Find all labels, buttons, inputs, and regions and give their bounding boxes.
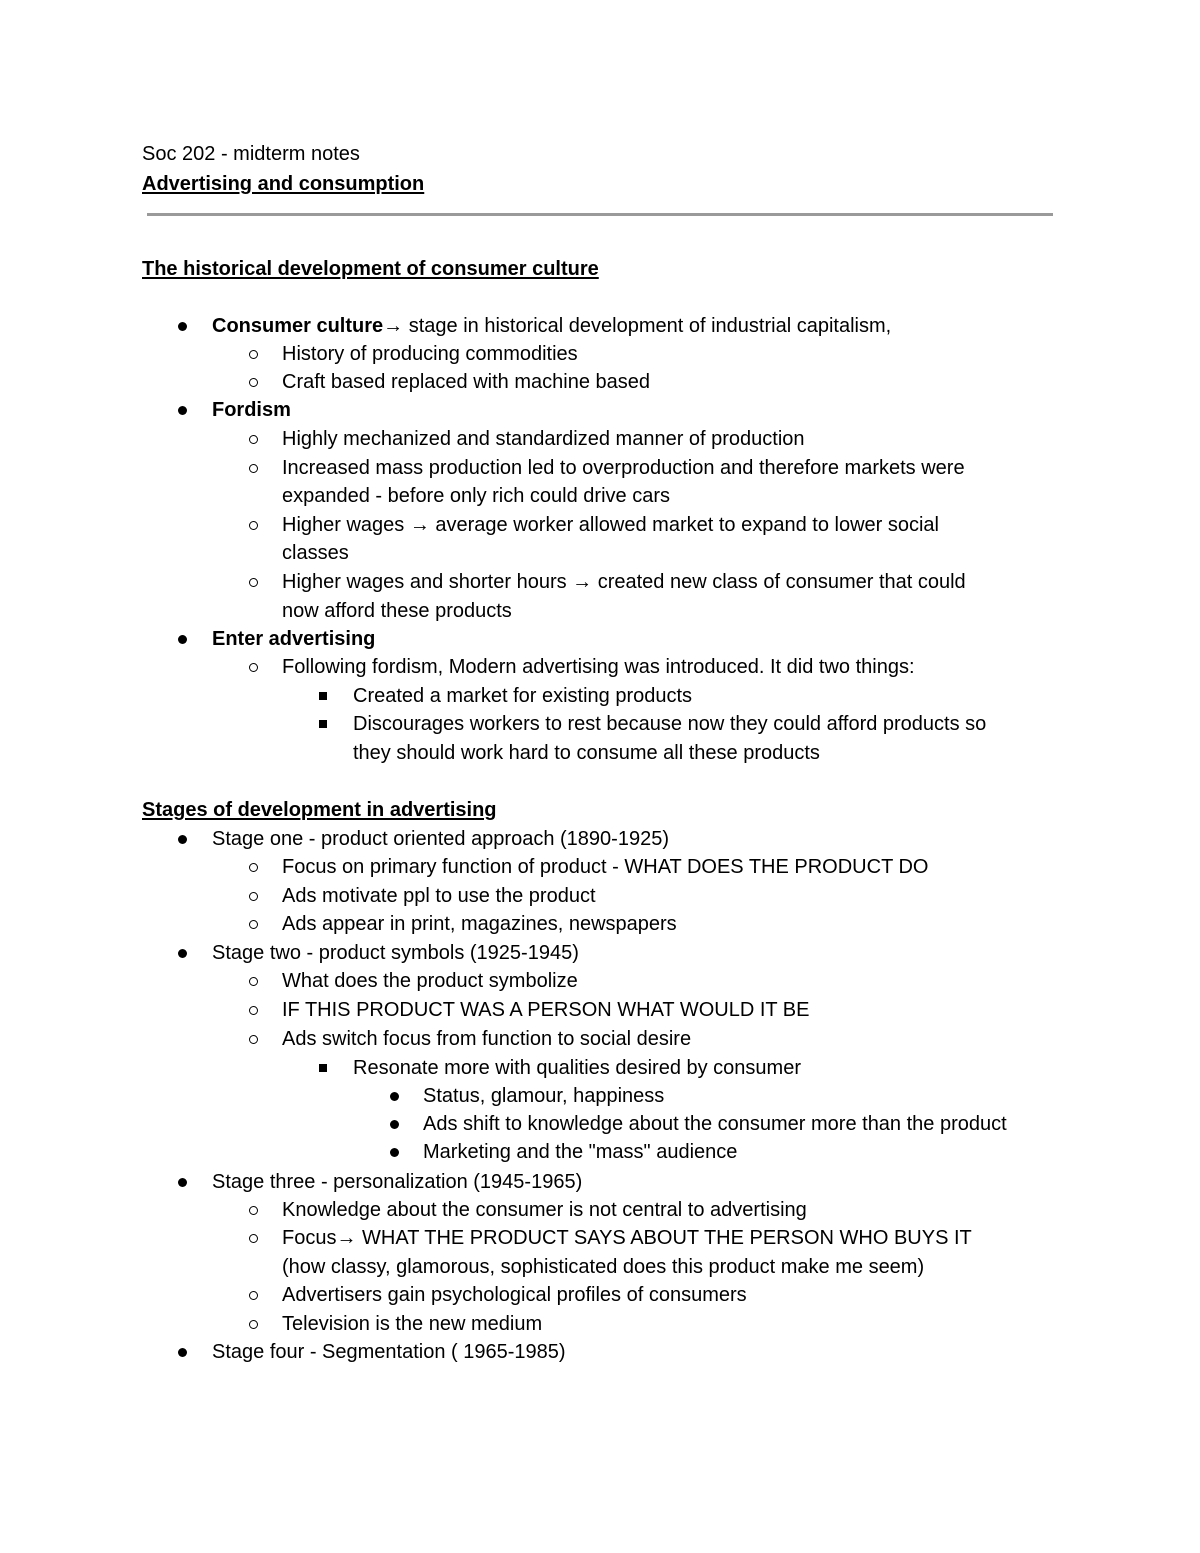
list-item: Focus→ WHAT THE PRODUCT SAYS ABOUT THE PERSON WHO BUYS IT: [282, 1227, 972, 1249]
list-item: IF THIS PRODUCT WAS A PERSON WHAT WOULD IT BE: [282, 999, 810, 1021]
list-item: Ads switch focus from function to social desire: [282, 1028, 692, 1050]
bullet-circle-icon: [249, 435, 258, 444]
list-item: Following fordism, Modern advertising was introduced. It did two things:: [282, 656, 915, 678]
bullet-circle-icon: [249, 920, 258, 929]
list-item: Craft based replaced with machine based: [282, 371, 650, 393]
list-item-continuation: now afford these products: [282, 600, 512, 622]
bullet-circle-icon: [249, 1206, 258, 1215]
list-item: Ads appear in print, magazines, newspapers: [282, 913, 677, 935]
bullet-disc-icon: [178, 635, 187, 644]
list-item: Ads motivate ppl to use the product: [282, 885, 596, 907]
list-item: Increased mass production led to overproduction and therefore markets were: [282, 457, 965, 479]
list-item: Discourages workers to rest because now they could afford products so: [353, 713, 987, 735]
bullet-square-icon: [319, 692, 327, 700]
list-item: Created a market for existing products: [353, 685, 693, 707]
bullet-circle-icon: [249, 1006, 258, 1015]
bullet-disc-icon: [178, 949, 187, 958]
list-item: What does the product symbolize: [282, 970, 578, 992]
list-item-consumer-culture: [212, 312, 891, 340]
section-heading-history: The historical development of consumer culture: [142, 258, 599, 280]
bullet-disc-icon: [178, 322, 187, 331]
bullet-disc-icon: [390, 1120, 399, 1129]
list-item: Higher wages → average worker allowed market to expand to lower social: [282, 514, 939, 536]
horizontal-rule: [147, 213, 1053, 216]
bullet-square-icon: [319, 1064, 327, 1072]
bullet-circle-icon: [249, 1234, 258, 1243]
list-item: Television is the new medium: [282, 1313, 543, 1335]
bullet-disc-icon: [390, 1092, 399, 1101]
list-item: Status, glamour, happiness: [423, 1085, 665, 1107]
list-item: Resonate more with qualities desired by consumer: [353, 1057, 801, 1079]
term-fordism: Fordism: [212, 399, 291, 421]
bullet-circle-icon: [249, 977, 258, 986]
stage-three: Stage three - personalization (1945-1965): [212, 1171, 583, 1193]
bullet-circle-icon: [249, 1035, 258, 1044]
stage-two: Stage two - product symbols (1925-1945): [212, 942, 579, 964]
list-item: Highly mechanized and standardized manner of production: [282, 428, 805, 450]
course-title: Soc 202 - midterm notes: [142, 143, 360, 165]
bullet-circle-icon: [249, 863, 258, 872]
bullet-disc-icon: [178, 1348, 187, 1357]
bullet-circle-icon: [249, 892, 258, 901]
bullet-circle-icon: [249, 378, 258, 387]
list-item: Advertisers gain psychological profiles of consumers: [282, 1284, 747, 1306]
list-item: Knowledge about the consumer is not central to advertising: [282, 1199, 807, 1221]
bullet-circle-icon: [249, 663, 258, 672]
bullet-disc-icon: [390, 1148, 399, 1157]
bullet-circle-icon: [249, 1320, 258, 1329]
list-item-continuation: they should work hard to consume all these products: [353, 742, 820, 764]
bullet-disc-icon: [178, 406, 187, 415]
bullet-circle-icon: [249, 1291, 258, 1300]
list-item-continuation: (how classy, glamorous, sophisticated does this product make me seem): [282, 1256, 925, 1278]
document-subtitle: Advertising and consumption: [142, 173, 425, 195]
list-item: Ads shift to knowledge about the consumer more than the product: [423, 1113, 1007, 1135]
section-heading-stages: Stages of development in advertising: [142, 799, 497, 821]
list-item-continuation: classes: [282, 542, 349, 564]
term-enter-advertising: Enter advertising: [212, 628, 376, 650]
stage-one: Stage one - product oriented approach (1890-1925): [212, 828, 669, 850]
bullet-circle-icon: [249, 350, 258, 359]
stage-four: Stage four - Segmentation ( 1965-1985): [212, 1341, 566, 1363]
bullet-circle-icon: [249, 578, 258, 587]
bullet-disc-icon: [178, 1178, 187, 1187]
term-consumer-culture: Consumer culture: [212, 315, 384, 337]
bullet-circle-icon: [249, 521, 258, 530]
bullet-square-icon: [319, 720, 327, 728]
list-item: Marketing and the "mass" audience: [423, 1141, 738, 1163]
list-item: History of producing commodities: [282, 343, 578, 365]
list-item: Focus on primary function of product - WHAT DOES THE PRODUCT DO: [282, 856, 929, 878]
list-item: Higher wages and shorter hours → created new class of consumer that could: [282, 571, 966, 593]
bullet-circle-icon: [249, 464, 258, 473]
list-item-continuation: expanded - before only rich could drive cars: [282, 485, 670, 507]
bullet-disc-icon: [178, 835, 187, 844]
consumer-culture-definition: → stage in historical development of industrial capitalism,: [383, 315, 892, 337]
